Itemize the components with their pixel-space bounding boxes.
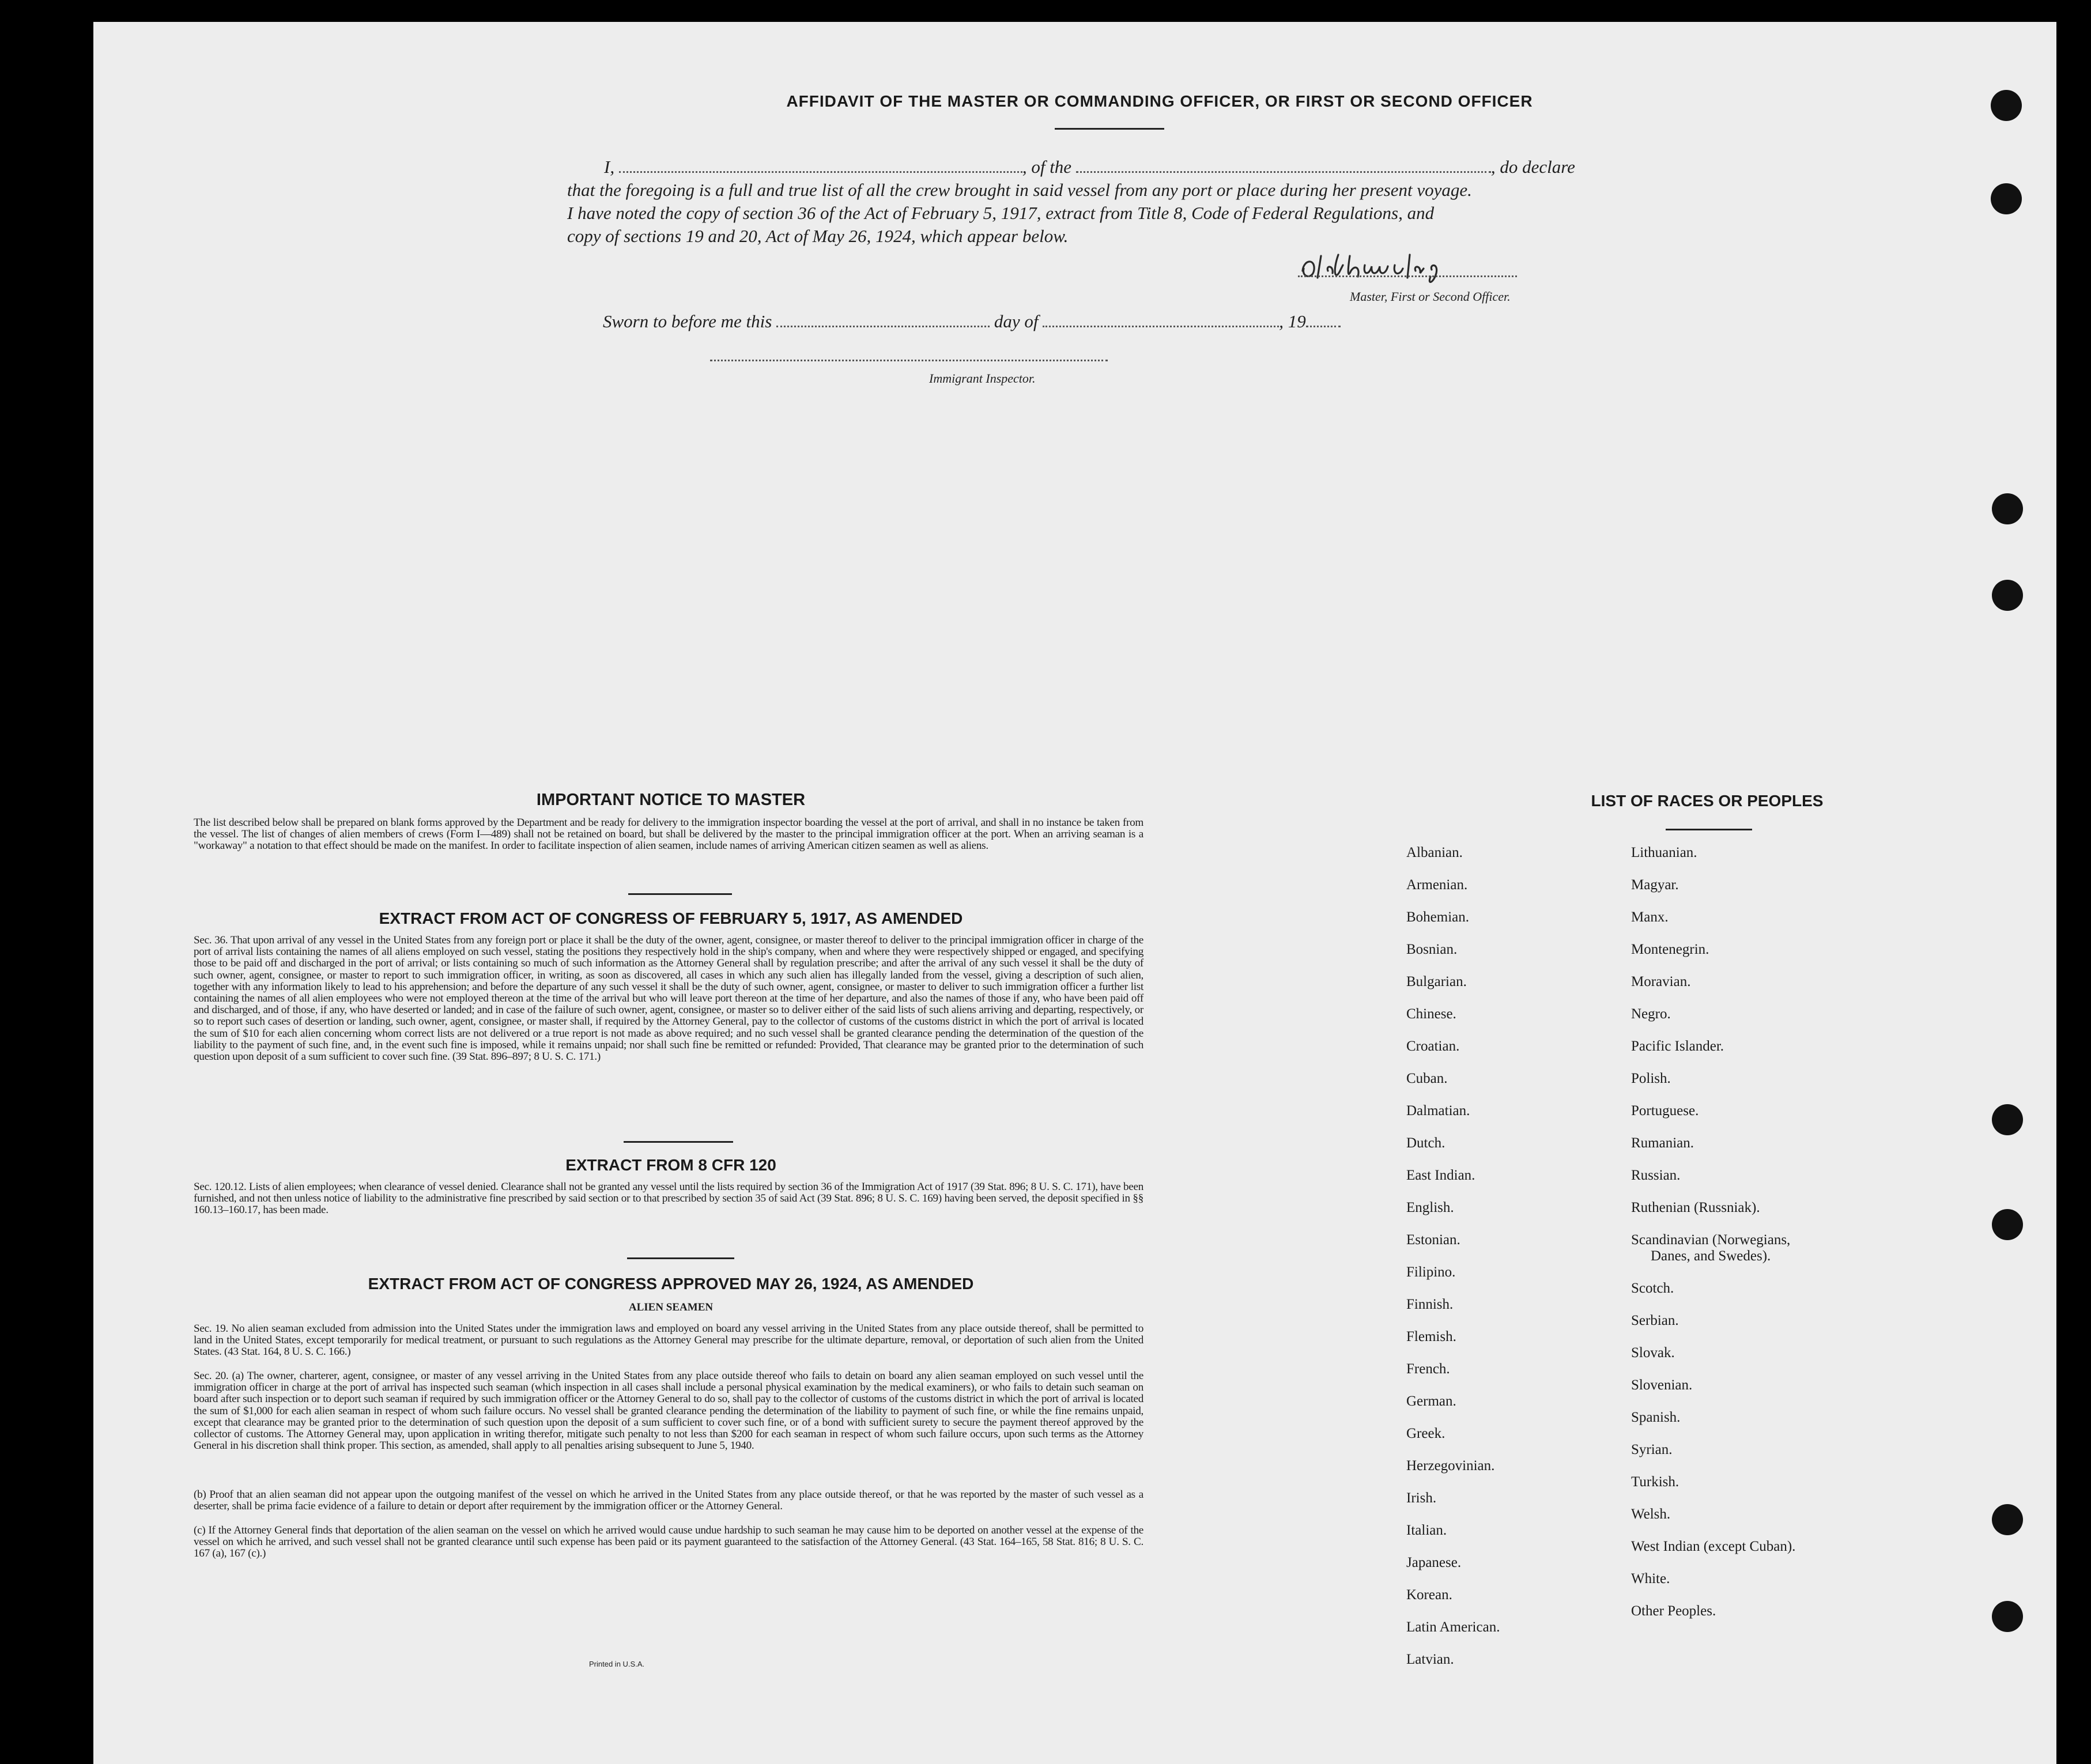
sec20-text: Sec. 20. (a) The owner, charterer, agent, consignee, or master of any vessel arriving in the United States from any place outside thereof who fails to detain on board any alien seaman employed on such vessel until the immigration officer in charge at the port of arrival has inspected such seaman (which inspection in all cases shall include a personal physical examination by the medical examiners), or who fails to detain such seaman on board after such inspection or to deport such seaman if required by such immigration officer or the Attorney General to do so, shall pay to the collector of customs of the customs district in which the port of arrival is located the sum of $1,000 for each alien seaman in respect of whom such failure occurs. No vessel shall be granted clearance pending the determination of the liability to payment of such fine, or while the fine remains unpaid, except that clearance may be granted prior to the determination of such question upon the deposit of a sum sufficient to cover such fine, or of a bond with sufficient surety to secure the payment thereof approved by the collector of customs. The Attorney General may, upon application in writing therefor, mitigate such penalty to not less than $200 for each seaman in respect of whom such failure occurs, upon such terms as the Attorney General in his discretion shall think proper. This section, as amended, shall apply to all penalties arising subsequent to June 5, 1940. xyxy=(194,1370,1143,1452)
vessel-blank xyxy=(1076,158,1491,173)
document-page xyxy=(93,22,2056,1764)
name-blank xyxy=(619,158,1022,173)
alien-seamen-subtitle: ALIEN SEAMEN xyxy=(628,1301,714,1313)
race-item: Pacific Islander. xyxy=(1631,1038,1724,1054)
race-item: Croatian. xyxy=(1406,1038,1460,1054)
races-divider xyxy=(1666,829,1752,830)
race-item: Serbian. xyxy=(1631,1313,1679,1328)
race-item: Magyar. xyxy=(1631,877,1679,893)
race-item: West Indian (except Cuban). xyxy=(1631,1539,1796,1554)
section-divider xyxy=(624,1141,733,1143)
punch-hole xyxy=(1991,90,2022,121)
punch-hole xyxy=(1992,1209,2023,1240)
race-item: Montenegrin. xyxy=(1631,942,1709,957)
race-item: Bosnian. xyxy=(1406,942,1458,957)
race-item: Latvian. xyxy=(1406,1652,1454,1667)
race-item: Greek. xyxy=(1406,1426,1445,1441)
races-title: LIST OF RACES OR PEOPLES xyxy=(1591,792,1824,810)
race-item: Armenian. xyxy=(1406,877,1468,893)
sworn-line xyxy=(603,311,1341,332)
signature-line xyxy=(1298,275,1517,277)
race-item: Moravian. xyxy=(1631,974,1691,989)
race-item: Rumanian. xyxy=(1631,1135,1694,1151)
race-item: Latin American. xyxy=(1406,1619,1500,1635)
extract-cfr-title: EXTRACT FROM 8 CFR 120 xyxy=(565,1156,776,1174)
race-item: Finnish. xyxy=(1406,1297,1454,1312)
race-item: Polish. xyxy=(1631,1071,1671,1086)
race-item: Ruthenian (Russniak). xyxy=(1631,1200,1760,1215)
race-item: Japanese. xyxy=(1406,1555,1462,1570)
affidavit-title: AFFIDAVIT OF THE MASTER OR COMMANDING OFFICER, OR FIRST OR SECOND OFFICER xyxy=(786,92,1533,110)
race-item: Slovak. xyxy=(1631,1345,1675,1361)
race-item: Dutch. xyxy=(1406,1135,1445,1151)
affidavit-declare: , do declare xyxy=(1490,157,1575,177)
affidavit-of-the: , of the xyxy=(1022,157,1072,177)
affidavit-line-3: I have noted the copy of section 36 of the Act of February 5, 1917, extract from Title 8, Code of Federal Regulations, and xyxy=(567,203,1435,223)
race-item: Syrian. xyxy=(1631,1442,1673,1457)
race-item: Herzegovinian. xyxy=(1406,1458,1495,1474)
punch-hole xyxy=(1992,1601,2023,1632)
race-item: English. xyxy=(1406,1200,1454,1215)
race-item: Danes, and Swedes). xyxy=(1651,1248,1771,1264)
race-item: Irish. xyxy=(1406,1490,1437,1506)
year-blank xyxy=(1306,313,1341,327)
race-item: Scotch. xyxy=(1631,1280,1674,1296)
race-item: Slovenian. xyxy=(1631,1377,1693,1393)
race-item: Flemish. xyxy=(1406,1329,1456,1344)
punch-hole xyxy=(1992,1504,2023,1535)
race-item: Portuguese. xyxy=(1631,1103,1699,1119)
race-item: Bulgarian. xyxy=(1406,974,1467,989)
race-item: White. xyxy=(1631,1571,1670,1587)
race-item: Scandinavian (Norwegians, xyxy=(1631,1232,1791,1248)
race-item: Bohemian. xyxy=(1406,909,1470,925)
race-item: Dalmatian. xyxy=(1406,1103,1470,1119)
punch-hole xyxy=(1992,493,2023,524)
punch-hole xyxy=(1992,1104,2023,1135)
signature xyxy=(1298,248,1471,288)
section-divider xyxy=(628,893,732,895)
race-item: Lithuanian. xyxy=(1631,845,1697,860)
sworn-day-of: day of xyxy=(994,311,1039,331)
race-item: Negro. xyxy=(1631,1006,1671,1022)
extract-1917-text: Sec. 36. That upon arrival of any vessel in the United States from any foreign port or place it shall be the duty of the owner, agent, consignee, or master thereof to deliver to the principal immigration officer in charge of the port of arrival lists containing the names of all aliens employed on such vessel, stating the positions they respectively hold in the ship's company, when and where they were respectively shipped or engaged, and specifying those to be paid off and discharged in the port of arrival; or lists containing so much of such information as the Attorney General shall by regulation prescribe; and after the arrival of any such vessel it shall be the duty of such owner, agent, consignee, or master to report to such immigration officer, in writing, as soon as discovered, all cases in which any such alien has illegally landed from the vessel, giving a description of such alien, together with any information likely to lead to his apprehension; and before the departure of any such vessel it shall be the duty of such owner, agent, consignee, or master to deliver to such immigration officer a further list containing the names of all alien employees who were not employed thereon at the time of the arrival but who will leave port thereon at the time of her departure, and also the names of those if any, who have been paid off and discharged, and of those, if any, who have deserted or landed; and in case of the failure of such owner, agent, consignee, or master so to deliver either of the said lists of such aliens arriving and departing, respectively, or so to report such cases of desertion or landing, such owner, agent, consignee, or master shall, if required by the Attorney General, pay to the collector of customs of the customs district in which the port of arrival is located the sum of $10 for each alien concerning whom correct lists are not delivered or a true report is not made as above required; and no such vessel shall be granted clearance pending the determination of the question of the liability to the payment of such fine, and, in the event such fine is imposed, while it remains unpaid; nor shall such fine be remitted or refunded: Provided, That clearance may be granted prior to the determination of such question upon deposit of a sum sufficient to cover such fine. (39 Stat. 896–897; 8 U. S. C. 171.) xyxy=(194,934,1143,1063)
race-item: Estonian. xyxy=(1406,1232,1460,1248)
sec20c-text: (c) If the Attorney General finds that deportation of the alien seaman on the vessel on which he arrived would cause undue hardship to such seaman he may cause him to be deported on another vessel at the expense of the vessel on which he arrived, and such vessel shall not be granted clearance until such expense has been paid or its payment guaranteed to the satisfaction of the Attorney General. (43 Stat. 164–165, 58 Stat. 816; 8 U. S. C. 167 (a), 167 (c).) xyxy=(194,1524,1143,1560)
race-item: Welsh. xyxy=(1631,1506,1671,1522)
notice-text: The list described below shall be prepared on blank forms approved by the Department and be ready for delivery to the immigration inspector boarding the vessel at the port of arrival, and shall in no instance be taken from the vessel. The list of changes of alien members of crews (Form I—489) shall not be retained on board, but shall be delivered by the master to the principal immigration officer at the port. When an arriving seaman is a "workaway" a notation to that effect should be made on the manifest. In order to facilitate inspection of alien seamen, include names of arriving American citizen seamen as well as aliens. xyxy=(194,817,1143,852)
race-item: Albanian. xyxy=(1406,845,1463,860)
extract-1924-title: EXTRACT FROM ACT OF CONGRESS APPROVED MAY 26, 1924, AS AMENDED xyxy=(368,1275,974,1293)
race-item: East Indian. xyxy=(1406,1168,1475,1183)
sec20b-text: (b) Proof that an alien seaman did not appear upon the outgoing manifest of the vessel on which he arrived in the United States from any place outside thereof, or that he was reported by the master of such vessel as a deserter, shall be prima facie evidence of a failure to detain or deport after requirement by the immigration officer or the Attorney General. xyxy=(194,1489,1143,1513)
printed-in-usa: Printed in U.S.A. xyxy=(589,1660,645,1668)
month-blank xyxy=(1043,313,1279,327)
race-item: Manx. xyxy=(1631,909,1669,925)
affidavit-i: I, xyxy=(604,157,615,177)
inspector-caption: Immigrant Inspector. xyxy=(929,371,1036,386)
affidavit-line-2: that the foregoing is a full and true list of all the crew brought in said vessel from any port or place during her present voyage. xyxy=(567,180,1472,200)
inspector-line xyxy=(710,360,1108,361)
extract-cfr-text: Sec. 120.12. Lists of alien employees; when clearance of vessel denied. Clearance shall not be granted any vessel until the lists required by section 36 of the Immigration Act of 1917 (39 Stat. 896; 8 U. S. C. 171), have been furnished, and not then unless notice of liability to the administrative fine prescribed by said section or to that prescribed by section 35 of said Act (39 Stat. 896; 8 U. S. C. 169) having been served, the deposit specified in §§ 160.13–160.17, has been made. xyxy=(194,1181,1143,1217)
race-item: Spanish. xyxy=(1631,1410,1681,1425)
race-item: Italian. xyxy=(1406,1523,1447,1538)
race-item: Russian. xyxy=(1631,1168,1681,1183)
race-item: Filipino. xyxy=(1406,1264,1456,1280)
extract-1917-title: EXTRACT FROM ACT OF CONGRESS OF FEBRUARY 5, 1917, AS AMENDED xyxy=(379,909,963,927)
punch-hole xyxy=(1991,183,2022,214)
race-item: Other Peoples. xyxy=(1631,1603,1716,1619)
title-divider xyxy=(1055,128,1164,130)
race-item: French. xyxy=(1406,1361,1450,1377)
day-blank xyxy=(776,313,990,327)
punch-hole xyxy=(1992,580,2023,611)
races-column-2 xyxy=(1631,845,1795,1635)
sec19-text: Sec. 19. No alien seaman excluded from admission into the United States under the immigration laws and employed on board any vessel arriving in the United States from any place outside thereof, shall be permitted to land in the United States, except temporarily for medical treatment, or pursuant to such regulations as the Attorney General may prescribe for the ultimate departure, removal, or deportation of such alien from the United States. (43 Stat. 164, 8 U. S. C. 166.) xyxy=(194,1323,1143,1358)
section-divider xyxy=(627,1257,734,1259)
race-item: Cuban. xyxy=(1406,1071,1448,1086)
signature-caption: Master, First or Second Officer. xyxy=(1350,289,1511,304)
race-item: German. xyxy=(1406,1393,1456,1409)
sworn-year: , 19 xyxy=(1279,311,1306,331)
race-item: Turkish. xyxy=(1631,1474,1679,1490)
notice-title: IMPORTANT NOTICE TO MASTER xyxy=(536,791,806,809)
races-column-1 xyxy=(1406,845,1500,1684)
sworn-prefix: Sworn to before me this xyxy=(603,311,772,331)
affidavit-line-4: copy of sections 19 and 20, Act of May 26, 1924, which appear below. xyxy=(567,226,1069,246)
affidavit-line-1 xyxy=(604,157,1575,177)
race-item: Korean. xyxy=(1406,1587,1452,1603)
race-item: Chinese. xyxy=(1406,1006,1456,1022)
